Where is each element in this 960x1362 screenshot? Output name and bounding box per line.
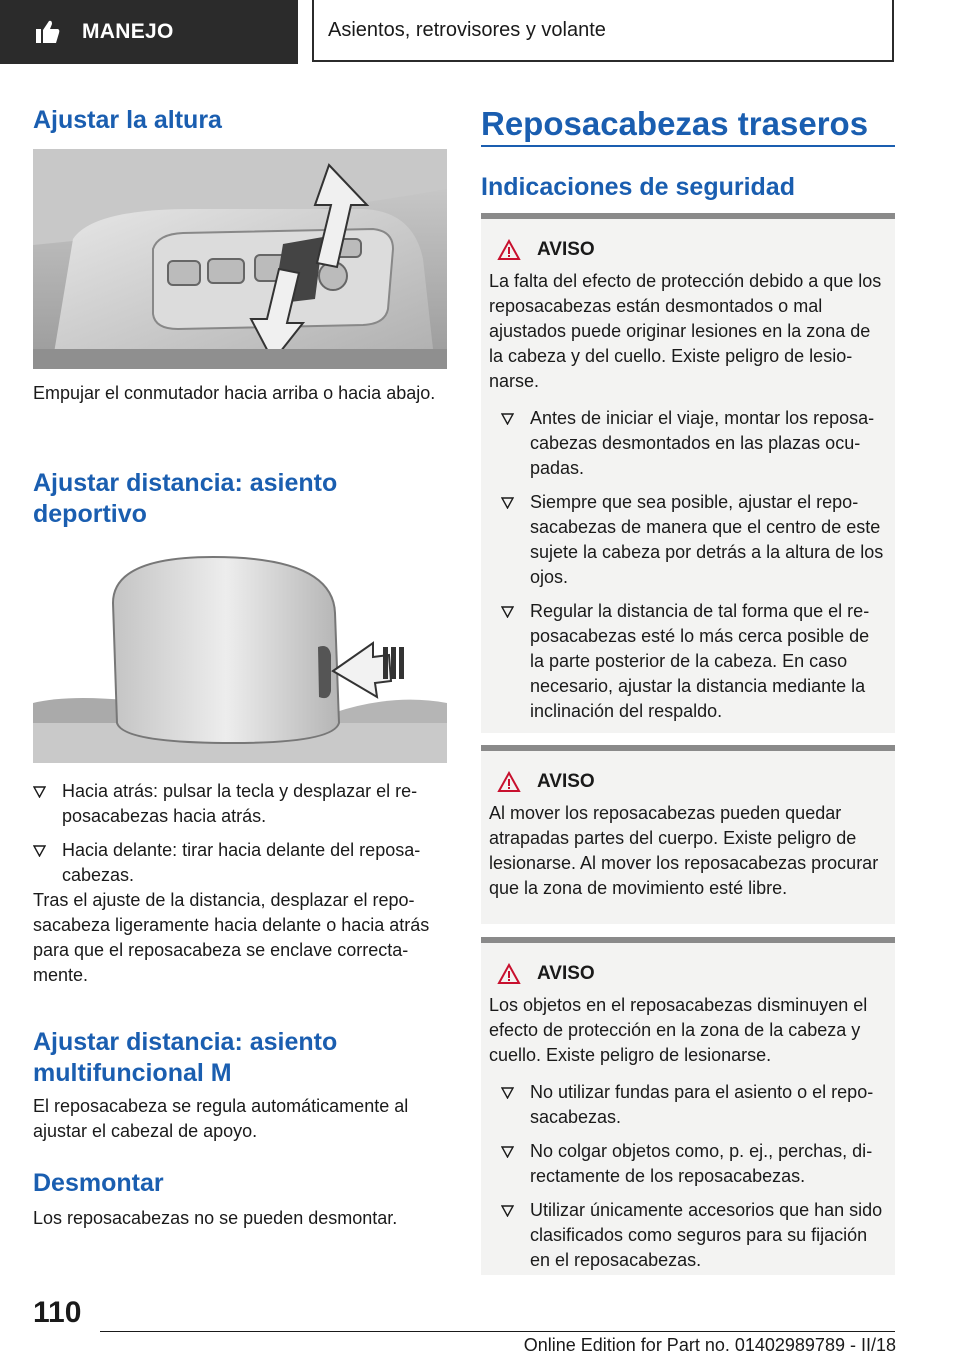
bullet-item: Regular la distancia de tal forma que el reposacabezas esté lo más cerca posible de la parte posterior de la cabeza. En caso necesario, ajustar la distancia mediante la inclinación del respaldo. bbox=[501, 599, 887, 724]
warning-box bbox=[481, 751, 895, 924]
warning-box bbox=[481, 219, 895, 733]
warning-bullets bbox=[501, 1080, 887, 1273]
bullet-triangle-icon bbox=[501, 606, 514, 618]
bullet-item: No colgar objetos como, p. ej., perchas, directamente de los reposacabezas. bbox=[501, 1139, 887, 1189]
bullet-triangle-icon bbox=[501, 1087, 514, 1099]
heading-reposacabezas-traseros: Reposacabezas traseros bbox=[481, 105, 869, 142]
bullet-item: Antes de iniciar el viaje, montar los reposacabezas desmontados en las plazas ocupadas. bbox=[501, 406, 887, 481]
bullet-item: Siempre que sea posible, ajustar el reposacabezas de manera que el centro de este sujete la cabeza por detrás a la altura de los ojos. bbox=[501, 490, 887, 590]
para-multifuncional: El reposacabeza se regula automáticamente al ajustar el cabezal de apoyo. bbox=[33, 1096, 409, 1141]
section-tab bbox=[0, 0, 298, 64]
bullet-triangle-icon bbox=[501, 413, 514, 425]
warning-triangle-icon bbox=[497, 963, 521, 985]
warning-text: Los objetos en el reposacabezas disminuyen el efecto de protección en la zona de la cabeza y cuello. Existe peligro de lesionarse. bbox=[489, 995, 868, 1065]
para-altura: Empujar el conmutador hacia arriba o hacia abajo. bbox=[33, 383, 436, 403]
bullet-triangle-icon bbox=[33, 845, 46, 857]
bullet-triangle-icon bbox=[33, 786, 46, 798]
heading-ajustar-altura: Ajustar la altura bbox=[33, 106, 222, 134]
seat-switch-illustration bbox=[33, 149, 447, 369]
heading-rule bbox=[481, 145, 895, 147]
warning-bullets bbox=[501, 406, 887, 724]
edition-note: Online Edition for Part no. 01402989789 - II/18 bbox=[523, 1335, 896, 1355]
warning-text: Al mover los reposacabezas pueden quedar atrapadas partes del cuerpo. Existe peligro de lesionarse. Al mover los reposacabezas procurar que la zona de movimiento esté libre. bbox=[489, 803, 879, 898]
warning-box bbox=[481, 943, 895, 1275]
heading-desmontar: Desmontar bbox=[33, 1169, 164, 1197]
bullet-item: Hacia delante: tirar hacia delante del reposacabezas. bbox=[33, 838, 447, 888]
bullet-triangle-icon bbox=[501, 1146, 514, 1158]
steering-hand-icon bbox=[26, 12, 68, 52]
warning-title: AVISO bbox=[497, 771, 887, 793]
bullets-deportivo bbox=[33, 779, 447, 897]
heading-distancia-multifuncional: Ajustar distancia: asiento multifuncional M bbox=[33, 1028, 338, 1087]
section-label: MANEJO bbox=[82, 20, 174, 43]
bullet-item: No utilizar fundas para el asiento o el reposacabezas. bbox=[501, 1080, 887, 1130]
para-deportivo: Tras el ajuste de la distancia, desplazar el reposacabeza ligeramente hacia delante o hacia atrás para que el reposacabeza se enclave correctamente. bbox=[33, 890, 430, 985]
headrest-illustration bbox=[33, 543, 447, 763]
warning-triangle-icon bbox=[497, 771, 521, 793]
bullet-item: Utilizar únicamente accesorios que han sido clasificados como seguros para su fijación en el reposacabezas. bbox=[501, 1198, 887, 1273]
bullet-triangle-icon bbox=[501, 1205, 514, 1217]
heading-distancia-deportivo: Ajustar distancia: asiento deportivo bbox=[33, 469, 338, 528]
warning-title: AVISO bbox=[497, 963, 887, 985]
warning-triangle-icon bbox=[497, 239, 521, 261]
bullet-triangle-icon bbox=[501, 497, 514, 509]
warning-title: AVISO bbox=[497, 239, 887, 261]
bullet-item: Hacia atrás: pulsar la tecla y desplazar el reposacabezas hacia atrás. bbox=[33, 779, 447, 829]
para-desmontar: Los reposacabezas no se pueden desmontar. bbox=[33, 1208, 398, 1228]
page-number: 110 bbox=[33, 1296, 82, 1329]
chapter-title: Asientos, retrovisores y volante bbox=[312, 0, 894, 62]
heading-indicaciones-seguridad: Indicaciones de seguridad bbox=[481, 173, 795, 201]
warning-text: La falta del efecto de protección debido a que los reposacabezas están desmontados o mal ajustados puede originar lesiones en la zona de la cabeza y del cuello. Existe peligro de lesionarse. bbox=[489, 271, 882, 391]
footer-rule bbox=[100, 1331, 895, 1332]
